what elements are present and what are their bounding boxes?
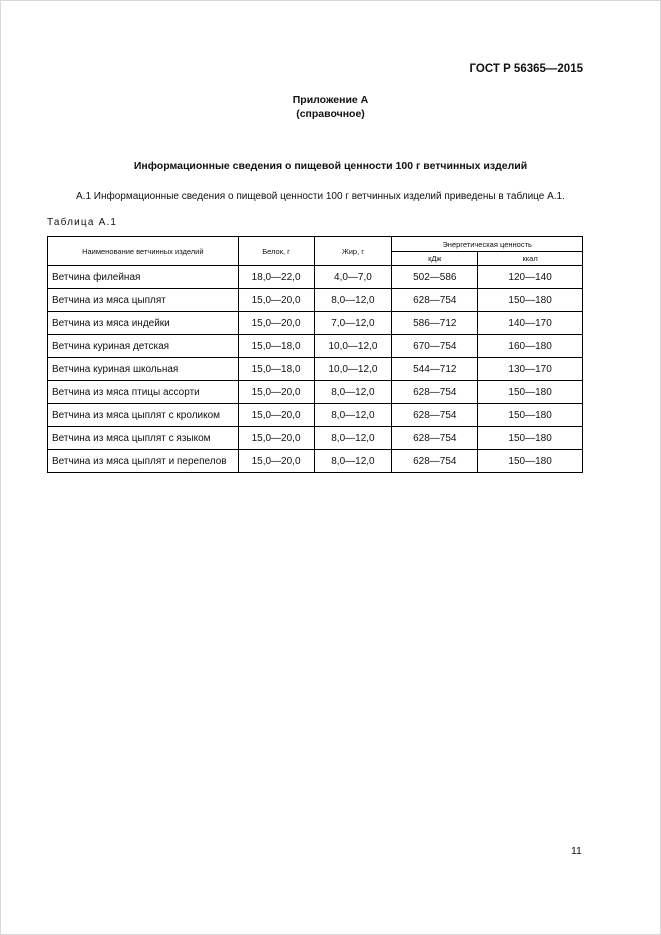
header-fat: Жир, г [314, 237, 392, 266]
energy-kcal-cell: 120—140 [478, 266, 583, 289]
energy-kcal-cell: 150—180 [478, 289, 583, 312]
protein-cell: 15,0—18,0 [238, 358, 314, 381]
energy-kcal-cell: 150—180 [478, 450, 583, 473]
header-name: Наименование ветчинных изделий [48, 237, 239, 266]
energy-kj-cell: 628—754 [392, 427, 478, 450]
protein-cell: 15,0—20,0 [238, 312, 314, 335]
fat-cell: 8,0—12,0 [314, 404, 392, 427]
product-name-cell: Ветчина куриная школьная [48, 358, 239, 381]
energy-kj-cell: 628—754 [392, 404, 478, 427]
protein-cell: 15,0—20,0 [238, 381, 314, 404]
product-name-cell: Ветчина из мяса индейки [48, 312, 239, 335]
energy-kcal-cell: 150—180 [478, 404, 583, 427]
protein-cell: 15,0—20,0 [238, 450, 314, 473]
fat-cell: 8,0—12,0 [314, 427, 392, 450]
energy-kj-cell: 586—712 [392, 312, 478, 335]
energy-kcal-cell: 130—170 [478, 358, 583, 381]
energy-kj-cell: 628—754 [392, 450, 478, 473]
appendix-header [0, 93, 661, 121]
energy-kj-cell: 628—754 [392, 381, 478, 404]
protein-cell: 15,0—18,0 [238, 335, 314, 358]
fat-cell: 8,0—12,0 [314, 450, 392, 473]
fat-cell: 10,0—12,0 [314, 335, 392, 358]
table-row [48, 335, 583, 358]
fat-cell: 10,0—12,0 [314, 358, 392, 381]
product-name-cell: Ветчина филейная [48, 266, 239, 289]
fat-cell: 7,0—12,0 [314, 312, 392, 335]
nutrition-table [47, 236, 583, 473]
table-row [48, 427, 583, 450]
fat-cell: 8,0—12,0 [314, 381, 392, 404]
fat-cell: 4,0—7,0 [314, 266, 392, 289]
protein-cell: 15,0—20,0 [238, 404, 314, 427]
energy-kcal-cell: 150—180 [478, 381, 583, 404]
table-row [48, 450, 583, 473]
product-name-cell: Ветчина из мяса цыплят с кроликом [48, 404, 239, 427]
page-number: 11 [571, 845, 582, 857]
product-name-cell: Ветчина из мяса цыплят [48, 289, 239, 312]
energy-kcal-cell: 160—180 [478, 335, 583, 358]
table-caption: Таблица А.1 [47, 217, 118, 228]
table-row [48, 289, 583, 312]
intro-paragraph: А.1 Информационные сведения о пищевой ценности 100 г ветчинных изделий приведены в таблице А.1. [76, 191, 565, 202]
product-name-cell: Ветчина из мяса цыплят и перепелов [48, 450, 239, 473]
protein-cell: 18,0—22,0 [238, 266, 314, 289]
energy-kcal-cell: 140—170 [478, 312, 583, 335]
table-row [48, 312, 583, 335]
section-heading: Информационные сведения о пищевой ценности 100 г ветчинных изделий [133, 160, 528, 172]
energy-kcal-cell: 150—180 [478, 427, 583, 450]
table-row [48, 381, 583, 404]
product-name-cell: Ветчина из мяса цыплят с языком [48, 427, 239, 450]
protein-cell: 15,0—20,0 [238, 427, 314, 450]
header-kj: кДж [392, 252, 478, 266]
table-row [48, 266, 583, 289]
appendix-subtitle: (справочное) [296, 108, 365, 120]
header-protein: Белок, г [238, 237, 314, 266]
energy-kj-cell: 544—712 [392, 358, 478, 381]
standard-number: ГОСТ Р 56365—2015 [469, 63, 583, 75]
protein-cell: 15,0—20,0 [238, 289, 314, 312]
energy-kj-cell: 670—754 [392, 335, 478, 358]
product-name-cell: Ветчина из мяса птицы ассорти [48, 381, 239, 404]
fat-cell: 8,0—12,0 [314, 289, 392, 312]
header-kcal: ккал [478, 252, 583, 266]
header-energy: Энергетическая ценность [392, 237, 583, 252]
appendix-title: Приложение А [292, 94, 369, 106]
table-row [48, 358, 583, 381]
energy-kj-cell: 628—754 [392, 289, 478, 312]
energy-kj-cell: 502—586 [392, 266, 478, 289]
product-name-cell: Ветчина куриная детская [48, 335, 239, 358]
table-row [48, 404, 583, 427]
